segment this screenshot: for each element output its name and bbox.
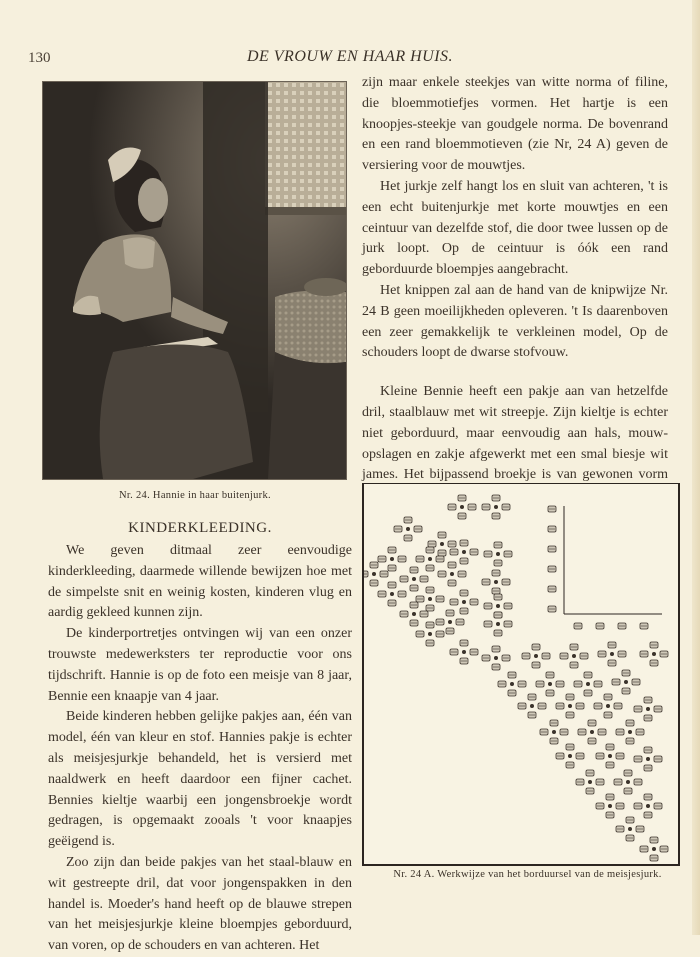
- flower-motif: [482, 495, 510, 519]
- girl-face: [138, 178, 168, 222]
- flower-motif: [400, 602, 428, 626]
- embroidery-pattern: [364, 484, 678, 864]
- motif-center: [460, 505, 464, 509]
- motif-center: [390, 592, 394, 596]
- border-stitch: [640, 623, 648, 629]
- motif-center: [652, 652, 656, 656]
- paragraph: Het jurkje zelf hangt los en sluit van achteren, 't is een echt buitenjurkje met korte mouwtjes en een ceintuur van dezelfde stof, die door twee lussen op de jurk loopt. Op de ceintuur is óók een rand geborduurde bloempjes aangebracht.: [362, 178, 668, 278]
- table: [275, 290, 346, 363]
- flower-motif: [400, 567, 428, 591]
- window-curtain: [265, 82, 346, 207]
- running-title: DE VROUW EN HAAR HUIS.: [246, 48, 454, 65]
- page-number: 130: [28, 50, 51, 66]
- flower-motif: [616, 817, 644, 841]
- motif-center: [510, 682, 514, 686]
- window-sill: [265, 207, 346, 215]
- motif-center: [626, 780, 630, 784]
- flower-motif: [378, 582, 406, 606]
- border-stitch: [548, 566, 556, 572]
- motif-center: [552, 730, 556, 734]
- flower-motif: [522, 644, 550, 668]
- flower-motif: [448, 495, 476, 519]
- photo-image: [43, 82, 346, 479]
- motif-center: [496, 604, 500, 608]
- flower-motif: [598, 642, 626, 666]
- motif-center: [628, 827, 632, 831]
- flower-motif: [482, 646, 510, 670]
- flower-motif: [574, 672, 602, 696]
- flower-motif: [536, 672, 564, 696]
- motif-center: [450, 572, 454, 576]
- flower-motif: [378, 547, 406, 571]
- article-heading: KINDERKLEEDING.: [128, 520, 272, 536]
- flower-motif: [634, 697, 662, 721]
- flower-motif: [416, 622, 444, 646]
- motif-center: [494, 656, 498, 660]
- motif-center: [440, 542, 444, 546]
- motif-center: [406, 527, 410, 531]
- flower-motif: [578, 720, 606, 744]
- motif-center: [588, 780, 592, 784]
- motif-center: [646, 707, 650, 711]
- border-stitch: [548, 526, 556, 532]
- motif-center: [608, 754, 612, 758]
- flower-motif: [640, 837, 668, 861]
- paragraph: De kinderportretjes ontvingen wij van een onzer trouwste medewerksters ter reproductie voor ons tijdschrift. Hannie is op de foto een meisje van 8 jaar, Bennie een knaapje van 4 jaar.: [48, 626, 352, 704]
- flower-motif: [556, 694, 584, 718]
- flower-motif: [394, 517, 422, 541]
- flower-motif: [450, 590, 478, 614]
- photo-caption: Nr. 24. Hannie in haar buitenjurk.: [119, 490, 271, 501]
- motif-center: [462, 600, 466, 604]
- flower-motif: [576, 770, 604, 794]
- flower-motif: [596, 794, 624, 818]
- motif-center: [428, 632, 432, 636]
- photo-hannie: [42, 81, 347, 480]
- table-base: [268, 352, 346, 479]
- flower-motif: [634, 747, 662, 771]
- border-stitch: [548, 606, 556, 612]
- flower-motif: [560, 644, 588, 668]
- flower-motif: [556, 744, 584, 768]
- paragraph: We geven ditmaal zeer eenvoudige kinderkleeding, daarmede willende bewijzen hoe met de simpelste snit en weinig kosten, kinderen vlug en aardig gekleed kunnen zijn.: [48, 543, 352, 621]
- flower-motif: [484, 612, 512, 636]
- motif-center: [590, 730, 594, 734]
- motif-center: [572, 654, 576, 658]
- paragraph: Beide kinderen hebben gelijke pakjes aan, één van model, één van kleur en stof. Hannies pakje is echter als meisjesjurkje behandeld, het is versierd met naaldwerk en heeft daardoor een fijner cachet. Bennies kieltje waarbij een jongensbroekje wordt gedragen, is opgemaakt zooals 't voor knaapjes geëigend is.: [48, 709, 352, 850]
- border-stitch: [548, 506, 556, 512]
- flower-motif: [438, 562, 466, 586]
- motif-center: [646, 804, 650, 808]
- motif-center: [534, 654, 538, 658]
- flower-motif: [416, 587, 444, 611]
- motif-center: [462, 650, 466, 654]
- bowl: [304, 278, 346, 296]
- motif-center: [494, 505, 498, 509]
- flower-motif: [450, 640, 478, 664]
- flower-motif: [640, 642, 668, 666]
- motif-center: [496, 622, 500, 626]
- border-stitch: [548, 586, 556, 592]
- motif-center: [628, 730, 632, 734]
- paragraph: zijn maar enkele steekjes van witte norma of filine, die bloemmotiefjes vormen. Het hartje is een knoopjes-steekje van goudgele norma. De bovenrand en een rand bloemmotieven (zie Nr, 24 A) geven de versiering voor de mouwtjes.: [362, 75, 668, 174]
- flower-motif: [594, 694, 622, 718]
- diagram-caption: Nr. 24 A. Werkwijze van het borduursel van de meisjesjurk.: [393, 869, 662, 880]
- flower-motif: [540, 720, 568, 744]
- motif-center: [448, 620, 452, 624]
- motif-center: [608, 804, 612, 808]
- motif-center: [428, 597, 432, 601]
- motif-center: [428, 557, 432, 561]
- girl-skirt-chair: [100, 345, 253, 480]
- flower-motif: [614, 770, 642, 794]
- paragraph: Het knippen zal aan de hand van de knipwijze Nr. 24 B geen moeilijkheden opleveren. 't Is daarenboven een zeer gemakkelijk te verkleinen model, Op de schouders loopt de dwarse stofvouw.: [362, 282, 668, 361]
- border-stitch: [574, 623, 582, 629]
- motif-center: [568, 754, 572, 758]
- motif-center: [606, 704, 610, 708]
- border-stitch: [596, 623, 604, 629]
- motif-center: [548, 682, 552, 686]
- flower-motif: [634, 794, 662, 818]
- motif-center: [624, 680, 628, 684]
- motif-center: [462, 550, 466, 554]
- motif-center: [652, 847, 656, 851]
- motif-center: [610, 652, 614, 656]
- dress-embroidery: [123, 237, 155, 268]
- flower-motif: [518, 694, 546, 718]
- motif-center: [372, 572, 376, 576]
- flower-motif: [364, 562, 388, 586]
- flower-motif: [498, 672, 526, 696]
- motif-center: [412, 612, 416, 616]
- flower-motif: [482, 570, 510, 594]
- flower-motif: [596, 744, 624, 768]
- motif-center: [494, 580, 498, 584]
- right-column: [362, 73, 668, 549]
- motif-center: [530, 704, 534, 708]
- motif-center: [586, 682, 590, 686]
- flower-motif: [612, 670, 640, 694]
- page-edge: [692, 0, 700, 935]
- motif-center: [390, 557, 394, 561]
- border-stitch: [618, 623, 626, 629]
- motif-center: [568, 704, 572, 708]
- border-stitch: [548, 546, 556, 552]
- motif-center: [646, 757, 650, 761]
- flower-motif: [436, 610, 464, 634]
- motif-center: [496, 552, 500, 556]
- flower-motif: [616, 720, 644, 744]
- embroidery-diagram: [362, 483, 680, 866]
- flower-motif: [484, 542, 512, 566]
- paragraph: Kleine Bennie heeft een pakje aan van hetzelfde dril, staalblauw met wit streepje. Zijn kieltje is echter niet geborduurd, maar eenvoudig aan hals, mouw-opslagen en zakje afgewerkt met een smal biesje wit james. Het bijpassend broekje is van gewonen vorm: [362, 384, 668, 483]
- motif-center: [412, 577, 416, 581]
- paragraph: Zoo zijn dan beide pakjes van het staal-blauw en wit gestreepte dril, dat voor jongenspakken in den handel is. Moeder's hand heeft op de blauwe strepen van het meisjesjurkje kleine bloempjes geborduurd, van voren, op de schouders en van achteren. Het: [48, 854, 352, 954]
- left-column: [48, 541, 352, 957]
